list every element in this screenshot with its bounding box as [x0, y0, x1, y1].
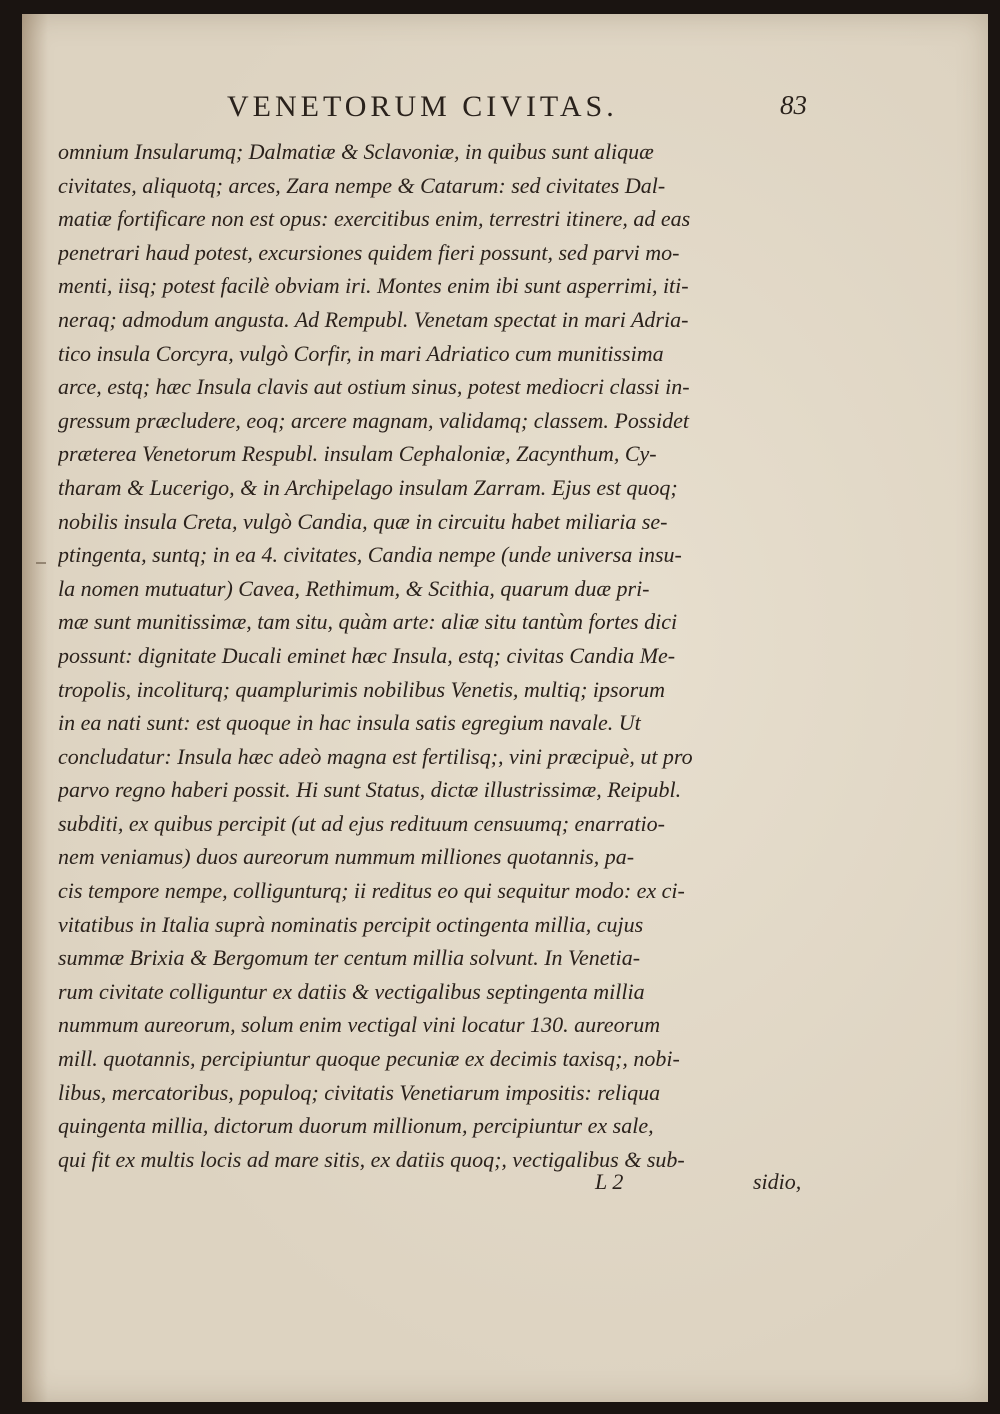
- text-line: rum civitate colliguntur ex datiis & vectigalibus septingenta millia: [58, 978, 645, 1004]
- text-line: menti, iisq; potest facilè obviam iri. Montes enim ibi sunt asperrimi, iti-: [58, 273, 689, 299]
- catchword: sidio,: [753, 1169, 802, 1194]
- book-page: [22, 14, 988, 1402]
- text-line: tharam & Lucerigo, & in Archipelago insulam Zarram. Ejus est quoq;: [58, 474, 678, 500]
- text-line: vitatibus in Italia suprà nominatis percipit octingenta millia, cujus: [58, 911, 644, 937]
- text-line: civitates, aliquotq; arces, Zara nempe & Catarum: sed civitates Dal-: [58, 172, 666, 198]
- text-line: concludatur: Insula hæc adeò magna est fertilisq;, vini præcipuè, ut pro: [58, 743, 693, 769]
- text-line: arce, estq; hæc Insula clavis aut ostium sinus, potest mediocri classi in-: [58, 374, 690, 400]
- text-line: tropolis, incoliturq; quamplurimis nobilibus Venetis, multiq; ipsorum: [58, 676, 666, 702]
- signature-mark: L 2: [595, 1169, 624, 1194]
- text-line: omnium Insularumq; Dalmatiæ & Sclavoniæ, in quibus sunt aliquæ: [58, 139, 654, 164]
- text-line: summæ Brixia & Bergomum ter centum millia solvunt. In Venetia-: [58, 945, 641, 971]
- text-line: gressum præcludere, eoq; arcere magnam, validamq; classem. Possidet: [58, 407, 689, 433]
- page-header: [22, 78, 988, 128]
- text-line: nobilis insula Creta, vulgò Candia, quæ in circuitu habet miliaria se-: [58, 508, 668, 534]
- text-line: nummum aureorum, solum enim vectigal vini locatur 130. aureorum: [58, 1012, 661, 1038]
- text-line: parvo regno haberi possit. Hi sunt Status, dictæ illustrissimæ, Reipubl.: [58, 777, 682, 803]
- margin-mark: [36, 562, 46, 564]
- text-line: penetrari haud potest, excursiones quidem fieri possunt, sed parvi mo-: [58, 239, 680, 265]
- text-line: qui fit ex multis locis ad mare sitis, ex datiis quoq;, vectigalibus & sub-: [58, 1146, 685, 1172]
- body-text: [58, 135, 853, 1176]
- text-line: subditi, ex quibus percipit (ut ad ejus redituum censuumq; enarratio-: [58, 810, 665, 836]
- text-line: la nomen mutuatur) Cavea, Rethimum, & Scithia, quarum duæ pri-: [58, 575, 650, 601]
- text-line: mill. quotannis, percipiuntur quoque pecuniæ ex decimis taxisq;, nobi-: [58, 1046, 680, 1072]
- running-title: VENETORUM CIVITAS.: [227, 90, 618, 123]
- text-line: mæ sunt munitissimæ, tam situ, quàm arte: aliæ situ tantùm fortes dici: [58, 609, 678, 635]
- text-line: nem veniamus) duos aureorum nummum milliones quotannis, pa-: [58, 844, 635, 870]
- page-number: 83: [780, 90, 807, 120]
- text-line: matiæ fortificare non est opus: exercitibus enim, terrestri itinere, ad eas: [58, 206, 691, 232]
- text-line: præterea Venetorum Respubl. insulam Cephaloniæ, Zacynthum, Cy-: [58, 441, 657, 467]
- text-line: tico insula Corcyra, vulgò Corfir, in mari Adriatico cum munitissima: [58, 340, 664, 366]
- text-line: cis tempore nempe, colligunturq; ii reditus eo qui sequitur modo: ex ci-: [58, 878, 685, 904]
- text-line: quingenta millia, dictorum duorum millionum, percipiuntur ex sale,: [58, 1113, 654, 1139]
- text-line: ptingenta, suntq; in ea 4. civitates, Candia nempe (unde universa insu-: [58, 542, 682, 568]
- page-footer: [22, 1163, 988, 1203]
- text-line: libus, mercatoribus, populoq; civitatis Venetiarum impositis: reliqua: [58, 1079, 661, 1105]
- text-line: possunt: dignitate Ducali eminet hæc Insula, estq; civitas Candia Me-: [58, 642, 676, 668]
- text-line: neraq; admodum angusta. Ad Rempubl. Venetam spectat in mari Adria-: [58, 306, 689, 332]
- text-line: in ea nati sunt: est quoque in hac insula satis egregium navale. Ut: [58, 710, 641, 736]
